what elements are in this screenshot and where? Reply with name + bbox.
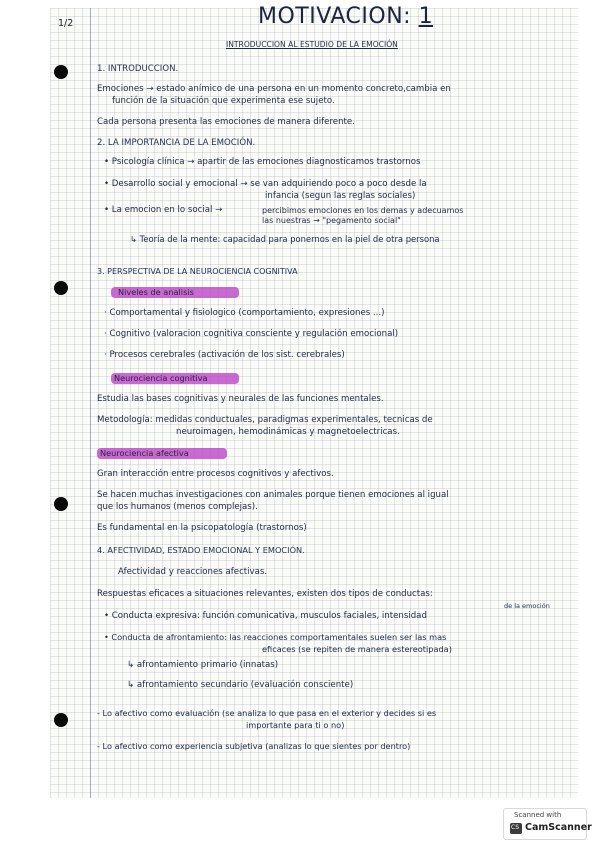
scanner-caption: Scanned with — [514, 811, 562, 819]
scanner-brand: CamScanner — [525, 822, 592, 833]
text-line: Se hacen muchas investigaciones con animales porque tienen emociones al igual — [97, 490, 449, 500]
text-line: Estudia las bases cognitivas y neurales de las funciones mentales. — [97, 394, 384, 404]
section-heading-1: 1. INTRODUCCION. — [97, 64, 179, 74]
superscript-note: de la emoción — [504, 602, 550, 610]
bullet-item: • Conducta de afrontamiento: las reacciones comportamentales suelen ser las mas — [104, 632, 447, 642]
text-line: función de la situación que experimenta ese sujeto. — [112, 96, 335, 106]
sub-bullet-item: ↳ Teoría de la mente: capacidad para ponernos en la piel de otra persona — [130, 234, 440, 244]
dash-item: - Lo afectivo como evaluación (se analiza lo que pasa en el exterior y decides si es — [97, 708, 437, 718]
list-item: · Comportamental y fisiologico (comportamiento, expresiones ...) — [104, 308, 385, 318]
page-number: 1/2 — [58, 18, 74, 29]
text-line: importante para ti o no) — [246, 720, 345, 730]
text-line: que los humanos (menos complejas). — [97, 502, 258, 512]
text-line: Afectividad y reacciones afectivas. — [118, 567, 268, 577]
text-line: infancia (segun las reglas sociales) — [265, 191, 416, 201]
section-heading-4: 4. AFECTIVIDAD, ESTADO EMOCIONAL Y EMOCIÓN. — [97, 545, 305, 555]
title-number: 1 — [418, 4, 434, 29]
text-line: neuroimagen, hemodinámicas y magnetoelectricas. — [176, 427, 400, 437]
list-item: · Procesos cerebrales (activación de los sist. cerebrales) — [104, 350, 345, 360]
camscanner-logo-icon — [510, 823, 522, 834]
text-line: Metodología: medidas conductuales, paradigmas experimentales, tecnicas de — [97, 415, 433, 425]
text-line: eficaces (se repiten de manera estereotipada) — [262, 644, 452, 654]
section-heading-2: 2. LA IMPORTANCIA DE LA EMOCIÓN. — [97, 138, 256, 148]
page-title — [258, 4, 433, 29]
text-line: Gran interacción entre procesos cognitivos y afectivos. — [97, 469, 334, 479]
dash-item: - Lo afectivo como experiencia subjetiva (analizas lo que sientes por dentro) — [97, 741, 411, 751]
text-line: percibimos emociones en los demas y adecuamos — [262, 206, 464, 215]
scanner-watermark — [503, 808, 592, 840]
page-subtitle: INTRODUCCION AL ESTUDIO DE LA EMOCIÓN — [226, 40, 398, 49]
binder-hole — [54, 497, 68, 511]
text-line: las nuestras → "pegamento social" — [262, 216, 401, 225]
binder-hole — [54, 281, 68, 295]
text-line: Respuestas eficaces a situaciones relevantes, existen dos tipos de conductas: — [97, 589, 433, 599]
list-item: · Cognitivo (valoracion cognitiva consciente y regulación emocional) — [104, 329, 399, 339]
bullet-item: • Desarrollo social y emocional → se van adquiriendo poco a poco desde la — [104, 179, 427, 189]
bullet-item: • Psicología clínica → apartir de las emociones diagnosticamos trastornos — [104, 157, 421, 167]
bullet-item: • Conducta expresiva: función comunicativa, musculos faciales, intensidad — [104, 611, 427, 621]
highlighted-heading: Niveles de analisis — [118, 287, 194, 297]
sub-bullet-item: ↳ afrontamiento primario (innatas) — [127, 660, 279, 670]
text-line: Es fundamental en la psicopatología (trastornos) — [97, 523, 307, 533]
highlighted-heading: Neurociencia cognitiva — [114, 373, 208, 383]
text-line: Cada persona presenta las emociones de manera diferente. — [97, 117, 355, 127]
sub-bullet-item: ↳ afrontamiento secundario (evaluación consciente) — [127, 680, 354, 690]
bullet-item: • La emocion en lo social → — [104, 205, 223, 215]
binder-hole — [54, 65, 68, 79]
binder-hole — [54, 713, 68, 727]
text-line: Emociones → estado anímico de una persona en un momento concreto,cambia en — [97, 84, 451, 94]
highlighted-heading: Neurociencia afectiva — [100, 448, 189, 458]
margin-line — [90, 8, 91, 798]
title-word: MOTIVACION: — [258, 4, 412, 29]
section-heading-3: 3. PERSPECTIVA DE LA NEUROCIENCIA COGNITIVA — [97, 267, 298, 276]
